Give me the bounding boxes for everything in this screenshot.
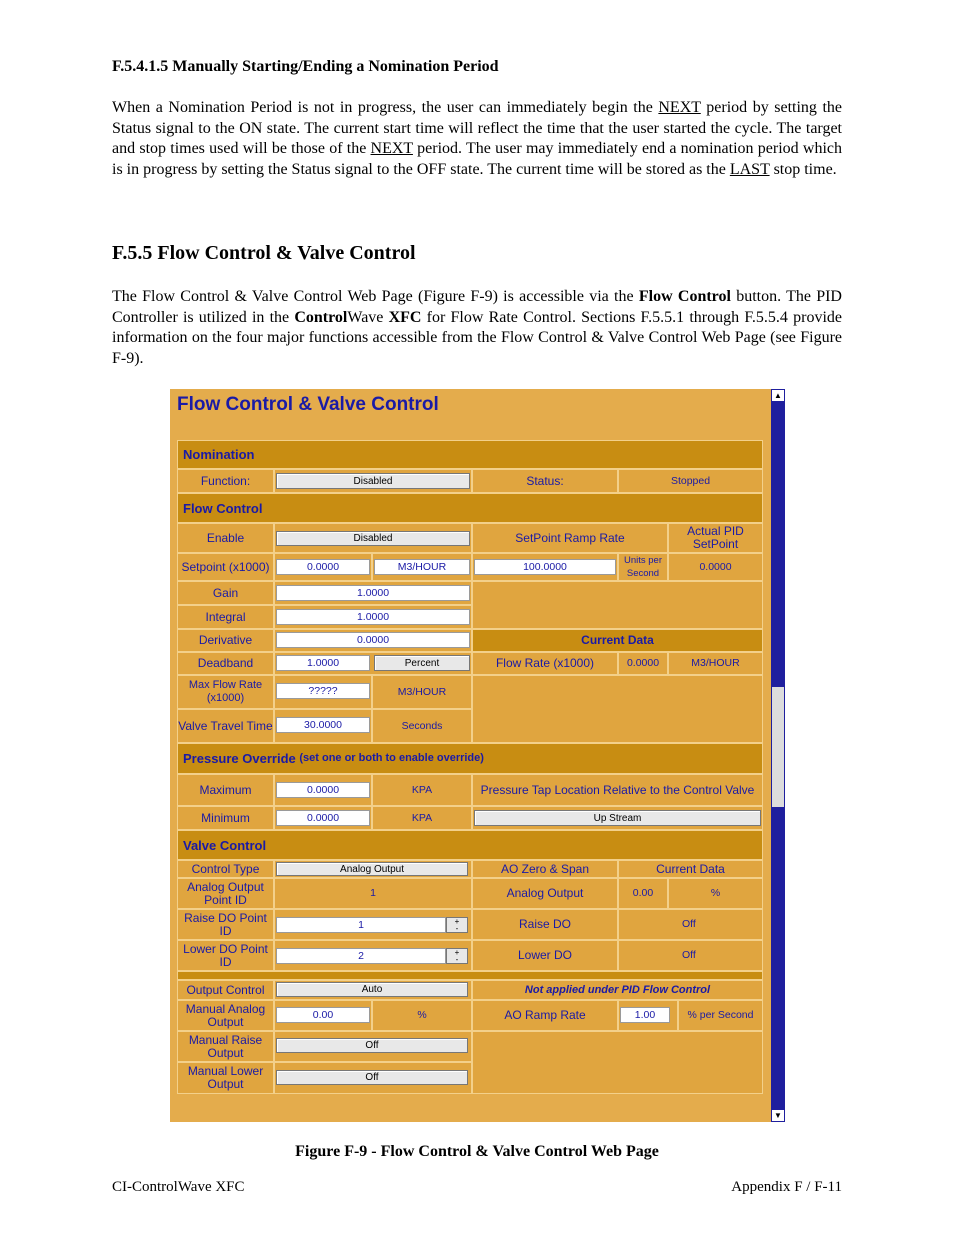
- ao-point-value: 1: [274, 878, 472, 909]
- divider-row: [177, 971, 763, 980]
- ao-zero-span-link[interactable]: AO Zero & Span: [472, 860, 618, 878]
- setpoint-input[interactable]: 0.0000: [276, 559, 370, 575]
- pressure-max-unit: KPA: [372, 774, 472, 806]
- lower-do-value: Off: [618, 940, 763, 971]
- ramp-rate-input[interactable]: 100.0000: [474, 559, 616, 575]
- pressure-tap-button[interactable]: Up Stream: [474, 810, 761, 826]
- enable-label: Enable: [177, 523, 274, 553]
- derivative-label: Derivative: [177, 629, 274, 652]
- manual-ao-unit: %: [372, 1000, 472, 1031]
- ramp-rate-label: SetPoint Ramp Rate: [472, 523, 668, 553]
- maxflow-label: Max Flow Rate (x1000): [177, 675, 274, 709]
- gain-input[interactable]: 1.0000: [276, 585, 470, 601]
- travel-unit: Seconds: [372, 709, 472, 743]
- output-control-button[interactable]: Auto: [276, 982, 468, 997]
- function-label: Function:: [177, 469, 274, 493]
- ao-point-label: Analog Output Point ID: [177, 878, 274, 909]
- manual-raise-button[interactable]: Off: [276, 1038, 468, 1053]
- actual-setpoint-value: 0.0000: [668, 553, 763, 581]
- status-label: Status:: [472, 469, 618, 493]
- flowrate-label: Flow Rate (x1000): [472, 652, 618, 675]
- ao-ramp-label: AO Ramp Rate: [472, 1000, 618, 1031]
- underlined-word: LAST: [729, 160, 770, 178]
- pressure-min-label: Minimum: [177, 806, 274, 830]
- raise-do-point-input[interactable]: 1: [276, 917, 446, 933]
- pressure-min-unit: KPA: [372, 806, 472, 830]
- pressure-min-input[interactable]: 0.0000: [276, 810, 370, 826]
- manual-raise-label: Manual Raise Output: [177, 1031, 274, 1062]
- actual-setpoint-label: Actual PID SetPoint: [668, 523, 763, 553]
- travel-input[interactable]: 30.0000: [276, 717, 370, 733]
- valve-current-data-label: Current Data: [618, 860, 763, 878]
- scroll-up-arrow-icon[interactable]: ▲: [772, 390, 784, 401]
- ramp-rate-unit: Units per Second: [618, 553, 668, 581]
- pressure-override-title: Pressure Override: [183, 751, 296, 766]
- bold-text: XFC: [388, 308, 422, 326]
- maxflow-unit: M3/HOUR: [372, 675, 472, 709]
- paragraph-flow: [112, 287, 842, 369]
- analog-output-value: 0.00: [618, 878, 668, 909]
- screen-title: Flow Control & Valve Control: [177, 394, 439, 415]
- blank-area: [472, 675, 763, 743]
- plus-icon: +: [454, 917, 460, 926]
- manual-lower-label: Manual Lower Output: [177, 1062, 274, 1094]
- text: Wave: [347, 308, 389, 326]
- raise-do-value: Off: [618, 909, 763, 940]
- text: stop time.: [769, 160, 837, 178]
- bold-text: Flow Control: [638, 288, 731, 305]
- status-value: Stopped: [618, 469, 763, 493]
- raise-do-label: Raise DO: [472, 909, 618, 940]
- web-page-screenshot: [170, 389, 785, 1122]
- pressure-max-label: Maximum: [177, 774, 274, 806]
- manual-ao-input[interactable]: 0.00: [276, 1007, 370, 1023]
- nomination-header: Nomination: [177, 440, 763, 469]
- text: for Flow Rate Control. Sections F.5.5.1 through F.5.5.4 provide information on the four major functions accessible from the Flow Control & Valve Control Web Page (see Figure F-9).: [112, 308, 842, 367]
- setpoint-label: Setpoint (x1000): [177, 553, 274, 581]
- section-heading-nomination: F.5.4.1.5 Manually Starting/Ending a Nomination Period: [112, 58, 499, 75]
- flow-control-header: Flow Control: [177, 493, 763, 523]
- analog-output-unit: %: [668, 878, 763, 909]
- deadband-unit-button[interactable]: Percent: [374, 655, 470, 671]
- blank-area: [472, 581, 763, 629]
- control-type-button[interactable]: Analog Output: [276, 862, 468, 876]
- setpoint-unit-field: M3/HOUR: [374, 559, 470, 575]
- lower-do-point-stepper[interactable]: [446, 948, 468, 964]
- not-applied-note: Not applied under PID Flow Control: [472, 980, 763, 1000]
- paragraph-nomination: [112, 98, 842, 180]
- enable-button[interactable]: Disabled: [276, 531, 470, 546]
- flowrate-unit: M3/HOUR: [668, 652, 763, 675]
- footer-right: Appendix F / F-11: [731, 1179, 842, 1195]
- minus-icon: -: [455, 955, 459, 964]
- text: When a Nomination Period is not in progress, the user can immediately begin the: [112, 99, 659, 116]
- manual-lower-button[interactable]: Off: [276, 1070, 468, 1085]
- derivative-input[interactable]: 0.0000: [276, 632, 470, 648]
- current-data-header: Current Data: [472, 629, 763, 652]
- pressure-override-note: (set one or both to enable override): [299, 752, 484, 764]
- raise-do-point-label: Raise DO Point ID: [177, 909, 274, 940]
- minus-icon: -: [455, 924, 459, 933]
- bold-text: Control: [294, 308, 348, 326]
- section-heading-flow: F.5.5 Flow Control & Valve Control: [112, 242, 416, 264]
- underlined-word: NEXT: [370, 140, 413, 157]
- plus-icon: +: [454, 948, 460, 957]
- maxflow-input[interactable]: ?????: [276, 683, 370, 699]
- text: period by setting the Status signal to the ON state. The current start time will reflect the time that the user started the cycle. The target and stop times used will be those of the: [112, 99, 843, 157]
- text: period. The user may immediately end a nomination period which is in progress by setting the Status signal to the OFF state. The current time will be stored as the: [112, 140, 843, 178]
- output-control-label: Output Control: [177, 980, 274, 1000]
- flowrate-value: 0.0000: [618, 652, 668, 675]
- manual-ao-label: Manual Analog Output: [177, 1000, 274, 1031]
- lower-do-point-label: Lower DO Point ID: [177, 940, 274, 971]
- pressure-max-input[interactable]: 0.0000: [276, 782, 370, 798]
- integral-label: Integral: [177, 605, 274, 629]
- deadband-input[interactable]: 1.0000: [276, 655, 370, 671]
- pressure-tap-label: Pressure Tap Location Relative to the Control Valve: [472, 774, 763, 806]
- text: button. The PID Controller is utilized in the: [112, 288, 842, 326]
- ao-ramp-unit: % per Second: [678, 1000, 763, 1031]
- valve-control-header: Valve Control: [177, 830, 763, 860]
- analog-output-label: Analog Output: [472, 878, 618, 909]
- footer-left: CI-ControlWave XFC: [112, 1179, 245, 1195]
- figure-caption: Figure F-9 - Flow Control & Valve Control Web Page: [295, 1143, 659, 1160]
- gain-label: Gain: [177, 581, 274, 605]
- lower-do-label: Lower DO: [472, 940, 618, 971]
- ao-ramp-input[interactable]: 1.00: [620, 1007, 670, 1023]
- integral-input[interactable]: 1.0000: [276, 609, 470, 625]
- scrollbar[interactable]: [771, 389, 785, 1122]
- lower-do-point-input[interactable]: 2: [276, 948, 446, 964]
- deadband-label: Deadband: [177, 652, 274, 675]
- control-type-label: Control Type: [177, 860, 274, 878]
- scroll-down-arrow-icon[interactable]: ▼: [772, 1110, 784, 1121]
- function-button[interactable]: Disabled: [276, 473, 470, 489]
- blank-area: [472, 1031, 763, 1094]
- scroll-thumb[interactable]: [772, 687, 784, 807]
- pressure-override-header: [177, 743, 763, 774]
- text: The Flow Control & Valve Control Web Page (Figure F-9) is accessible via the: [112, 288, 639, 305]
- underlined-word: NEXT: [658, 99, 701, 116]
- raise-do-point-stepper[interactable]: [446, 917, 468, 933]
- travel-label: Valve Travel Time: [177, 709, 274, 743]
